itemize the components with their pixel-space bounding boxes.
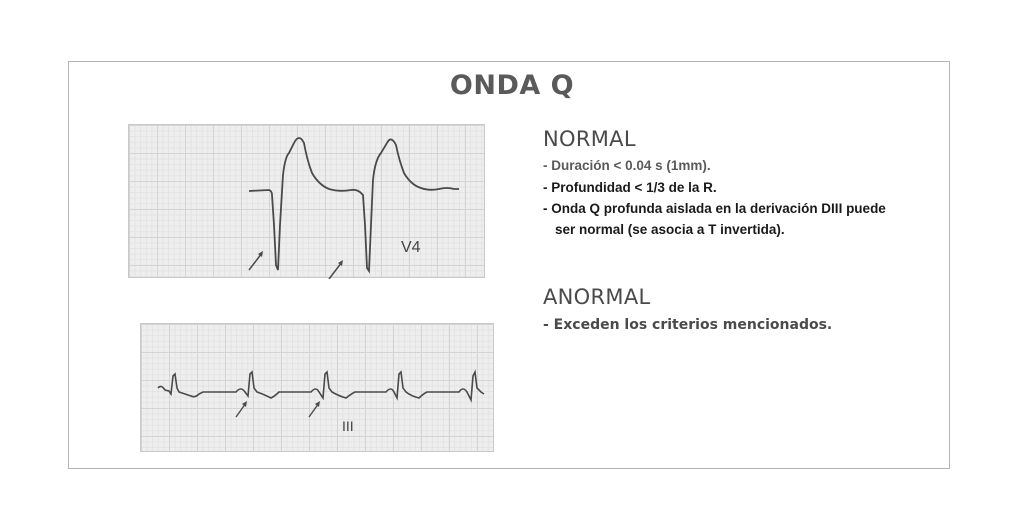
abnormal-heading: ANORMAL <box>543 285 651 309</box>
ecg-trace-iii <box>141 324 495 453</box>
page-title: ONDA Q <box>449 70 575 101</box>
normal-bullet-duration: - Duración < 0.04 s (1mm). <box>543 158 711 173</box>
arrow-icon <box>329 262 342 279</box>
ecg-trace-v4 <box>129 125 486 279</box>
ecg-strip-v4 <box>128 124 485 278</box>
normal-bullet-diii-cont: ser normal (se asocia a T invertida). <box>555 222 785 237</box>
normal-bullet-depth: - Profundidad < 1/3 de la R. <box>543 180 717 195</box>
lead-label-v4: V4 <box>401 239 421 256</box>
ecg-strip-iii <box>140 323 494 452</box>
lead-label-iii: III <box>342 418 354 434</box>
arrow-icon <box>249 253 262 270</box>
abnormal-bullet: - Exceden los criterios mencionados. <box>543 317 833 333</box>
normal-heading: NORMAL <box>543 127 636 151</box>
normal-bullet-diii: - Onda Q profunda aislada en la derivación DIII puede <box>543 201 886 216</box>
